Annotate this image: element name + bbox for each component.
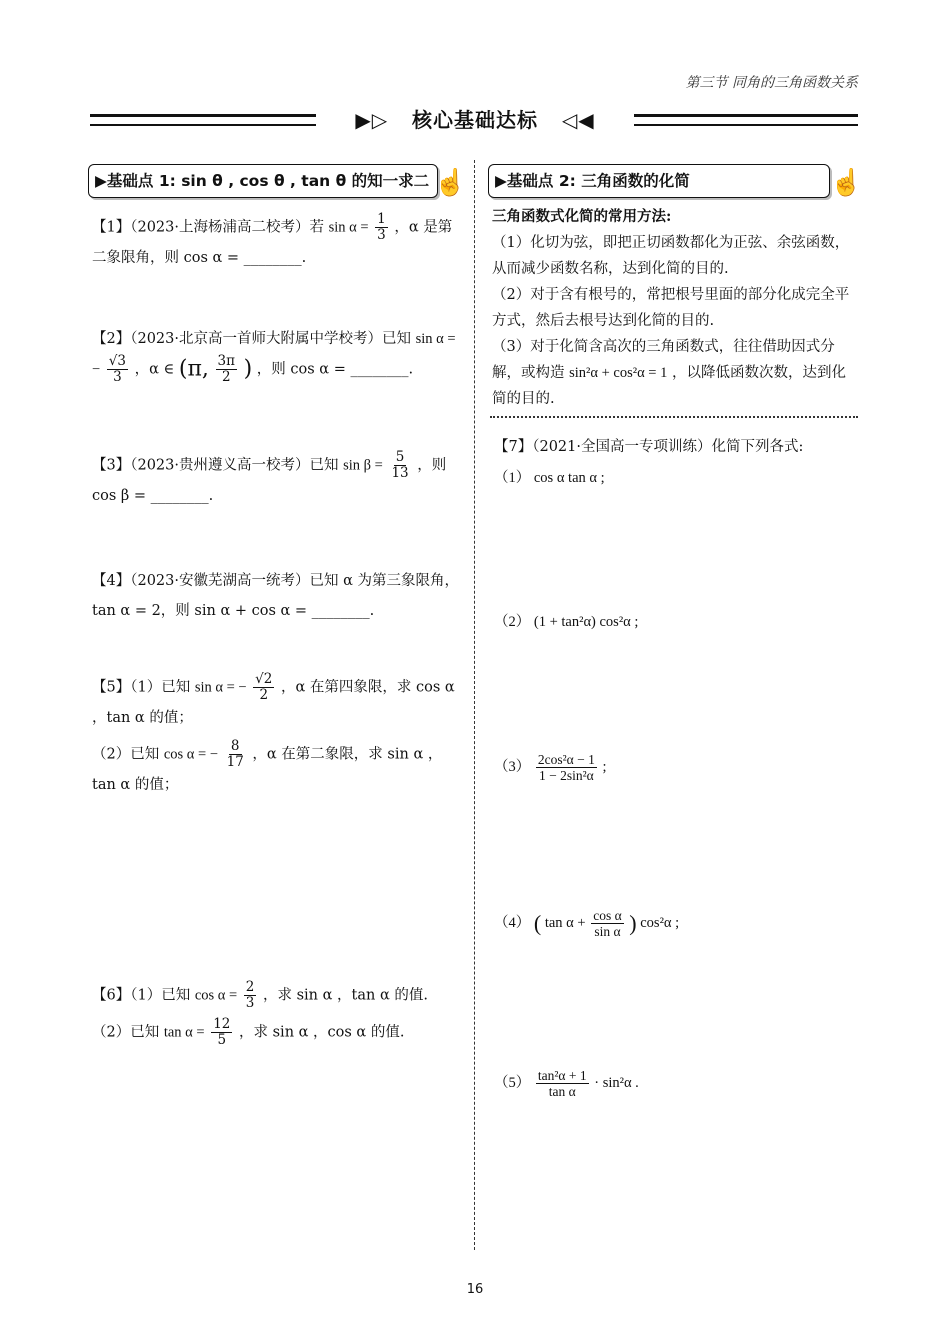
q3-prefix: 【3】（2023·贵州遵义高一校考）已知 — [92, 457, 339, 474]
method-3-expr: sin²α + cos²α = 1 — [569, 365, 668, 381]
q5-p1-fraction — [253, 672, 274, 703]
q7-s4-paren-left: ( — [533, 910, 542, 936]
q2-den: 3 — [113, 369, 122, 385]
method-2: （2）对于含有根号的，常把根号里面的部分化成完全平方式，然后去根号达到化简的目的. — [492, 287, 850, 329]
q6-p1-expr: cos α = — [194, 987, 238, 1004]
q5-p2-prefix: （2）已知 — [92, 746, 160, 763]
q3-num: 5 — [395, 449, 405, 465]
q6-p1-prefix: 【6】（1）已知 — [92, 987, 191, 1004]
q7-s4-den: sin α — [594, 924, 621, 939]
q2-interval-right: ) — [243, 356, 253, 382]
q3-den: 13 — [391, 465, 409, 481]
method-section — [492, 204, 860, 412]
q7-sub-1: （1） cos α tan α ; — [494, 470, 605, 486]
q6-p1-num: 2 — [245, 979, 255, 995]
q5-p2-fraction — [225, 739, 246, 770]
q7-s4-fraction — [591, 908, 623, 939]
q6-part-1 — [92, 980, 464, 1011]
q7-s3-den: 1 − 2sin²α — [538, 768, 594, 783]
q6-p2-den: 5 — [217, 1032, 227, 1048]
q1-num: 1 — [377, 211, 386, 227]
q2-prefix: 【2】（2023·北京高一首师大附属中学校考）已知 — [92, 331, 411, 347]
q3-fraction — [389, 450, 410, 481]
band-right-arrows: ◁◀ — [561, 108, 595, 132]
q6-p2-num: 12 — [213, 1016, 231, 1032]
dotted-separator — [490, 416, 858, 418]
question-6 — [92, 980, 464, 1048]
method-1: （1）化切为弦，即把正切函数都化为正弦、余弦函数，从而减少函数名称，达到化简的目的. — [492, 235, 850, 277]
band-title-text: 核心基础达标 — [412, 108, 538, 132]
q1-fraction — [375, 212, 388, 243]
q7-s5-den: tan α — [548, 1084, 576, 1099]
q2-int-num: 3π — [217, 353, 235, 369]
q6-p2-prefix: （2）已知 — [92, 1024, 160, 1041]
band-line-left — [90, 114, 316, 126]
q7-sub-4 — [494, 908, 679, 939]
method-3-b: ，以降低函数次数，达到化简的目的. — [492, 365, 846, 407]
band-title — [340, 104, 610, 133]
q7-s4-b: cos²α — [640, 914, 672, 931]
q7-s3-fraction — [536, 752, 597, 783]
method-title: 三角函数式化简的常用方法: — [492, 208, 672, 225]
section-title: 第三节 同角的三角函数关系 — [685, 75, 858, 91]
q2-rest: ，则 cos α = ________. — [256, 361, 414, 378]
q5-p1-den: 2 — [259, 687, 269, 703]
q5-p2-expr: cos α = − — [163, 746, 218, 763]
q5-part-2 — [92, 739, 464, 800]
q4-text: 【4】（2023·安徽芜湖高一统考）已知 α 为第三象限角，tan α = 2，则 sin α + cos α = ________. — [92, 573, 459, 619]
knowledge-point-1-label: ▶基础点 1: sin θ , cos θ , tan θ 的知一求二 — [95, 172, 430, 190]
q2-mid: ，α ∈ — [134, 361, 179, 378]
q3-expr: sin β = — [343, 457, 383, 474]
q1-rest: ，α 是第二象限角，则 cos α = ________. — [92, 219, 453, 266]
method-3-a: （3）对于化简含高次的三角函数式，往往借助因式分解，或构造 — [492, 339, 835, 381]
q2-int-den: 2 — [221, 369, 231, 385]
q7-s4-num: cos α — [593, 908, 622, 923]
q7-s4-paren-right: ) — [629, 910, 637, 936]
q5-p2-rest: ，α 在第二象限，求 sin α ，tan α 的值； — [92, 746, 443, 793]
q6-p1-fraction — [244, 980, 257, 1011]
band-line-right — [634, 114, 858, 126]
q7-s5-fraction — [536, 1068, 589, 1099]
q7-s3-label: （3） — [494, 758, 531, 775]
q5-p2-num: 8 — [230, 738, 240, 754]
q6-p2-expr: tan α = — [163, 1024, 205, 1041]
q6-p2-rest: ，求 sin α ，cos α 的值. — [239, 1024, 405, 1041]
pointing-hand-icon: ☝ — [830, 168, 863, 198]
question-7-title: 【7】（2021·全国高一专项训练）化简下列各式: — [494, 439, 804, 455]
q5-part-1 — [92, 672, 464, 733]
q7-s5-num: tan²α + 1 — [537, 1068, 587, 1083]
q2-num: √3 — [108, 353, 126, 369]
q7-sub-3 — [494, 752, 607, 783]
q7-s5-b: · sin²α . — [594, 1074, 639, 1091]
page-number: 16 — [466, 1282, 484, 1297]
q5-p1-prefix: 【5】（1）已知 — [92, 679, 191, 696]
question-3 — [92, 450, 464, 511]
q7-s4-a: tan α + — [544, 914, 586, 931]
q7-s3-tail: ; — [602, 758, 607, 775]
q2-interval-left: (π, — [178, 356, 209, 382]
knowledge-point-1-box — [88, 164, 438, 198]
q1-den: 3 — [377, 227, 386, 243]
q5-p2-den: 17 — [226, 754, 244, 770]
band-left-arrows: ▶▷ — [355, 108, 389, 132]
q7-s4-tail: ; — [675, 914, 680, 931]
q2-expr: sin α = − — [92, 331, 456, 378]
q7-s5-label: （5） — [494, 1074, 531, 1091]
q6-p2-fraction — [211, 1017, 232, 1048]
pointing-hand-icon: ☝ — [434, 168, 467, 198]
knowledge-point-2-label: ▶基础点 2: 三角函数的化简 — [495, 172, 690, 190]
q2-fraction — [107, 354, 128, 385]
q5-p1-num: √2 — [255, 671, 273, 687]
q7-s3-num: 2cos²α − 1 — [537, 752, 595, 767]
q6-p1-den: 3 — [245, 995, 255, 1011]
question-2 — [92, 324, 464, 385]
knowledge-point-2-box — [488, 164, 830, 198]
question-4 — [92, 566, 464, 626]
q7-sub-2: （2） (1 + tan²α) cos²α ; — [494, 614, 639, 630]
q5-p1-rest: ，α 在第四象限，求 cos α ，tan α 的值； — [92, 679, 455, 726]
q2-interval-fraction — [216, 354, 237, 385]
q3-rest: ，则 cos β = ________. — [92, 457, 447, 504]
q6-p1-rest: ，求 sin α ，tan α 的值. — [262, 987, 428, 1004]
q6-part-2 — [92, 1017, 464, 1048]
question-1 — [92, 212, 464, 273]
q1-prefix: 【1】（2023·上海杨浦高二校考）若 — [92, 219, 324, 236]
q1-expr: sin α = — [328, 219, 369, 236]
q5-p1-expr: sin α = − — [194, 679, 247, 696]
method-3 — [492, 334, 860, 412]
question-5 — [92, 672, 464, 800]
q7-sub-5 — [494, 1068, 639, 1099]
q7-s4-label: （4） — [494, 914, 531, 931]
column-divider — [474, 160, 475, 1250]
